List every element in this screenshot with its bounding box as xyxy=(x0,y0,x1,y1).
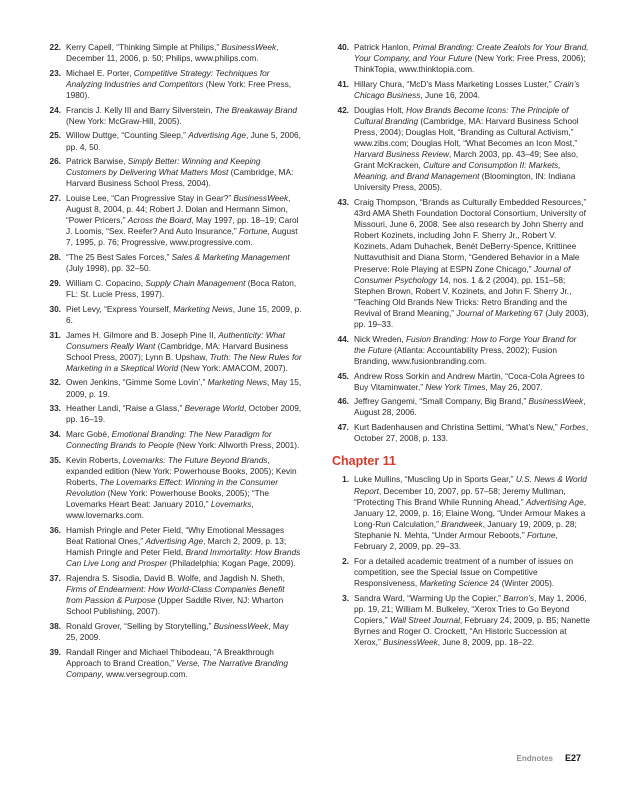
endnote-item xyxy=(40,403,302,425)
endnote-item xyxy=(40,304,302,326)
endnote-item xyxy=(40,252,302,274)
endnote-text: Willow Duttge, “Counting Sleep,” Advertising Age, June 5, 2006, pp. 4, 50. xyxy=(66,130,301,152)
endnote-item xyxy=(40,193,302,248)
endnote-number: 40. xyxy=(337,42,349,52)
chapter-11-endnotes-list xyxy=(328,474,590,648)
endnote-number: 37. xyxy=(49,572,61,583)
endnote-text: Owen Jenkins, “Gimme Some Lovin’,” Marketing News, May 15, 2009, p. 19. xyxy=(66,377,302,399)
endnote-text: William C. Copacino, Supply Chain Management (Boca Raton, FL: St. Lucie Press, 1997). xyxy=(66,277,297,300)
endnote-item xyxy=(40,42,302,64)
right-endnotes-list xyxy=(328,42,590,444)
chapter-heading: Chapter 11 xyxy=(332,454,396,469)
endnote-number: 25. xyxy=(49,130,61,141)
endnote-text: Kurt Badenhausen and Christina Settimi, “What’s New,” Forbes, October 27, 2008, p. 133. xyxy=(354,422,589,444)
endnote-number: 36. xyxy=(49,524,61,535)
endnote-text: Marc Gobé, Emotional Branding: The New Paradigm for Connecting Brands to People (New York: Allworth Press, 2001). xyxy=(66,429,300,451)
endnote-number: 41. xyxy=(337,78,349,89)
endnote-number: 23. xyxy=(49,67,61,78)
endnote-item xyxy=(328,105,590,194)
endnote-text: Nick Wreden, Fusion Branding: How to Forge Your Brand for the Future (Atlanta: Accountability Press, 2002); Fusion Branding, www.fusionbranding.com. xyxy=(354,333,577,366)
endnote-text: For a detailed academic treatment of a number of issues on competition, see the Special Issue on Competitive Responsiveness, Marketing Science 24 (Winter 2005). xyxy=(354,555,574,588)
endnote-number: 27. xyxy=(49,193,61,204)
endnote-item xyxy=(40,455,302,522)
endnote-item xyxy=(40,105,302,127)
endnote-text: Luke Mullins, “Muscling Up in Sports Gear,” U.S. News & World Report, December 10, 2007, pp. 57–58; Jeremy Mullman, “Protecting This Brand While Running Ahead,” Advertising Age, January 12, 2009, p. 16; Elaine Wong, “Under Armour Makes a Long-Run Calculation,” Brandweek, January 19, 2009, p. 28; Stephanie N. Mehta, “Under Armour Reboots,” Fortune, February 2, 2009, pp. 29–33. xyxy=(354,474,587,551)
endnote-item xyxy=(40,68,302,101)
endnote-text: Andrew Ross Sorkin and Andrew Martin, “Coca-Cola Agrees to Buy Vitaminwater,” New York Times, May 26, 2007. xyxy=(354,370,585,392)
endnote-item xyxy=(328,334,590,367)
endnote-item xyxy=(40,573,302,617)
endnote-number: 1. xyxy=(342,474,349,485)
endnote-number: 32. xyxy=(49,377,61,388)
endnote-text: Rajendra S. Sisodia, David B. Wolfe, and Jagdish N. Sheth, Firms of Endearment: How World-Class Companies Benefit from Passion & Purpose (Upper Saddle River, NJ: Wharton School Publishing, 2007). xyxy=(66,572,285,617)
endnote-item xyxy=(328,197,590,330)
endnote-item xyxy=(40,156,302,189)
endnote-item xyxy=(328,79,590,101)
endnote-text: Jeffrey Gangemi, “Small Company, Big Brand,” BusinessWeek, August 28, 2006. xyxy=(354,396,586,418)
endnote-text: Patrick Hanlon, Primal Branding: Create Zealots for Your Brand, Your Company, and Your Future (New York: Free Press, 2006); ThinkTopia, www.thinktopia.com. xyxy=(354,42,589,75)
endnote-text: “The 25 Best Sales Forces,” Sales & Marketing Management (July 1998), pp. 32–50. xyxy=(66,252,290,274)
left-column xyxy=(40,42,302,684)
endnote-text: Louise Lee, “Can Progressive Stay in Gear?” BusinessWeek, August 8, 2004, p. 44; Robert J. Dolan and Hermann Simon, “Power Pricers,” Across the Board, May 1997, pp. 18–19; Carol J. Loomis, “Sex. Reefer? And Auto Insurance,” Fortune, August 7, 1995, p. 76; Progressive, www.progressive.com. xyxy=(66,193,299,248)
endnote-number: 38. xyxy=(49,620,61,631)
endnote-item xyxy=(328,474,590,552)
endnote-item xyxy=(40,621,302,643)
endnote-number: 22. xyxy=(49,42,61,52)
endnote-number: 24. xyxy=(49,104,61,115)
endnote-item xyxy=(40,278,302,300)
page-number: E27 xyxy=(564,753,581,763)
endnote-text: Douglas Holt, How Brands Become Icons: The Principle of Cultural Branding (Cambridge, MA: Harvard Business School Press, 2004); Douglas Holt, “Branding as Cultural Activism,” www.zibs.com; Douglas Holt, “What Becomes an Icon Most,” Harvard Business Review, March 2003, pp. 43–49; See also, Grant McKracken, Culture and Consumption II: Markets, Meaning, and Brand Management (Bloomington, IN: Indiana University Press, 2005). xyxy=(354,104,579,193)
endnote-text: Ronald Grover, “Selling by Storytelling,” BusinessWeek, May 25, 2009. xyxy=(66,620,289,642)
endnote-number: 46. xyxy=(337,396,349,407)
endnote-text: Hamish Pringle and Peter Field, “Why Emotional Messages Beat Rational Ones,” Advertising Age, March 2, 2009, p. 13; Hamish Pringle and Peter Field, Brand Immortality: How Brands Can Live Long and Prosper (Philadelphia: Kogan Page, 2009). xyxy=(66,524,301,569)
endnote-item xyxy=(328,593,590,648)
endnote-item xyxy=(328,371,590,393)
endnote-item xyxy=(40,647,302,680)
footer-section-label: Endnotes xyxy=(516,754,553,763)
endnote-item xyxy=(40,130,302,152)
endnote-text: Francis J. Kelly III and Barry Silverstein, The Breakaway Brand (New York: McGraw-Hill, 2005). xyxy=(66,104,298,126)
endnote-text: Craig Thompson, “Brands as Culturally Embedded Resources,” 43rd AMA Sheth Foundation Doctoral Consortium, University of Missouri, June 6, 2008. See also research by John Sherry and Robert Kozinets, including John F. Sherry Jr., Robert V. Kozinets, Adam Duhachek, Benét DeBerry-Spence, Krittinee Nuttavuthisit and Diana Storm, “Gendered Behavior in a Male Preserve: Role Playing at ESPN Zone Chicago,” Journal of Consumer Psychology 14, nos. 1 & 2 (2004), pp. 151–58; Stephen Brown, Robert V. Kozinets, and John F. Sherry Jr., “Teaching Old Brands New Tricks: Retro Branding and the Revival of Brand Meaning,” Journal of Marketing 67 (July 2003), pp. 19–33. xyxy=(354,197,589,330)
endnote-number: 45. xyxy=(337,370,349,381)
endnote-item xyxy=(40,330,302,374)
endnote-item xyxy=(40,525,302,569)
endnote-text: Kerry Capell, “Thinking Simple at Philips,” BusinessWeek, December 11, 2006, p. 50; Philips, www.philips.com. xyxy=(66,42,279,64)
endnote-item xyxy=(328,556,590,589)
endnote-text: Hillary Chura, “McD’s Mass Marketing Losses Luster,” Crain’s Chicago Business, June 16, 2004. xyxy=(354,78,580,100)
endnote-text: Kevin Roberts, Lovemarks: The Future Beyond Brands, expanded edition (New York: Powerhouse Books, 2005); Kevin Roberts, The Lovemarks Effect: Winning in the Consumer Revolution (New York: Powerhouse Books, 2005); “The Lovemarks Heart Beat: January 2010,” Lovemarks, www.lovemarks.com. xyxy=(66,454,297,521)
endnote-text: Michael E. Porter, Competitive Strategy: Techniques for Analyzing Industries and Competitors (New York: Free Press, 1980). xyxy=(66,67,292,100)
endnote-number: 33. xyxy=(49,403,61,414)
right-column xyxy=(328,42,590,652)
endnote-number: 43. xyxy=(337,197,349,207)
left-endnotes-list xyxy=(40,42,302,680)
endnote-number: 26. xyxy=(49,156,61,167)
endnote-text: Patrick Barwise, Simply Better: Winning and Keeping Customers by Delivering What Matters Most (Cambridge, MA: Harvard Business School Press, 2004). xyxy=(66,156,294,189)
page-footer xyxy=(517,753,581,763)
endnote-number: 29. xyxy=(49,277,61,288)
endnote-number: 44. xyxy=(337,333,349,344)
endnote-number: 39. xyxy=(49,646,61,657)
endnote-number: 42. xyxy=(337,104,349,115)
endnote-item xyxy=(328,42,590,75)
endnote-number: 30. xyxy=(49,303,61,314)
endnote-number: 31. xyxy=(49,329,61,340)
endnote-number: 35. xyxy=(49,454,61,465)
endnote-number: 28. xyxy=(49,252,61,263)
endnote-number: 47. xyxy=(337,422,349,433)
endnote-text: Heather Landi, “Raise a Glass,” Beverage World, October 2009, pp. 16–19. xyxy=(66,403,302,425)
endnote-text: Randall Ringer and Michael Thibodeau, “A Breakthrough Approach to Brand Creation,” Verse, The Narrative Branding Company, www.versegroup.com. xyxy=(66,646,288,679)
endnote-item xyxy=(328,396,590,418)
endnote-text: James H. Gilmore and B. Joseph Pine II, Authenticity: What Consumers Really Want (Cambridge, MA: Harvard Business School Press, 2007); Lynn B. Upshaw, Truth: The New Rules for Marketing in a Skeptical World (New York: AMACOM, 2007). xyxy=(66,329,302,373)
endnote-number: 34. xyxy=(49,429,61,440)
endnote-number: 2. xyxy=(342,555,349,566)
endnote-item xyxy=(40,377,302,399)
endnote-text: Sandra Ward, “Warming Up the Copier,” Barron’s, May 1, 2006, pp. 19, 21; William M. Bulkeley, “Xerox Tries to Go Beyond Copiers,” Wall Street Journal, February 24, 2009, p. B5; Nanette Byrnes and Roger O. Crockett, “An Historic Succession at Xerox,” BusinessWeek, June 8, 2009, pp. 18–22. xyxy=(354,592,590,647)
endnote-number: 3. xyxy=(342,592,349,603)
endnote-text: Piet Levy, “Express Yourself, Marketing News, June 15, 2009, p. 6. xyxy=(66,303,302,325)
endnote-item xyxy=(40,429,302,451)
endnote-item xyxy=(328,422,590,444)
